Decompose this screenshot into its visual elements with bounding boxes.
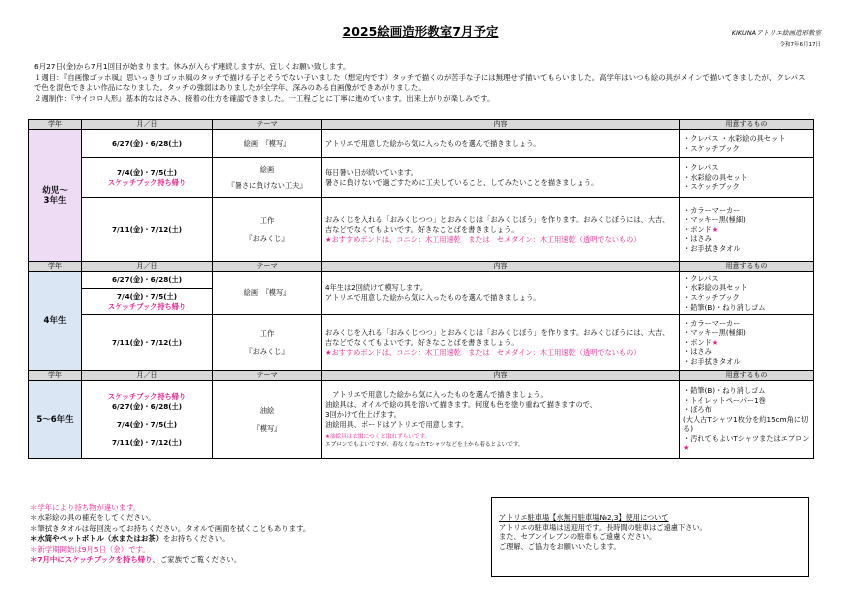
date-cell: 6/27(金)・6/28(土): [82, 130, 213, 158]
star-icon: ★: [711, 337, 719, 347]
star-icon: ★: [683, 443, 690, 453]
page-title: 2025絵画造形教室7月予定: [342, 24, 499, 39]
theme-cell: 絵画 『模写』: [213, 130, 322, 158]
header-content: 内容: [322, 120, 680, 130]
header-theme: テーマ: [213, 120, 322, 130]
intro-line: １週目：『自画像ゴッホ風』思いっきりゴッホ風のタッチで描ける子とそうでない子いました（想定内です）タッチで描くのが苦手な子には無理せず描いてもらいました。高学年はいつも絵の具がメインで描いてきましたが、クレパスで色を混色できよい作品になりました。タッチの強弱はありましたが全学年、深みのある自画像ができあがりました。: [34, 72, 806, 93]
date-cell: 7/4(金)・7/5(土) スケッチブック持ち帰り: [82, 158, 213, 198]
table-row: [29, 158, 814, 198]
table-header-row: 学年 月／日 テーマ 内容 用意するもの: [29, 262, 814, 272]
grade-cell: 4年生: [29, 272, 82, 371]
parking-notice: アトリエ駐車場【水無月駐車場№2,3】使用について アトリエの駐車場は送迎用です。長時間の駐車はご遠慮下さい。 また、セブンイレブンの駐車もご遠慮ください。 ご理解、ご協力をお願いいたします。: [491, 497, 809, 577]
items-cell: ・クレパス ・水彩絵の具セット ・スケッチブック: [680, 130, 814, 158]
date-cell: 7/11(金)・7/12(土): [82, 198, 213, 262]
table-header-row: 学年 月／日 テーマ 内容 用意するもの: [29, 371, 814, 381]
content-cell: おみくじを入れる「おみくじつつ」とおみくじは「おみくじぼう」を作ります。おみくじぼうには、大吉、吉などでなくてもよいです。好きなことばを書きましょう。 ★おすすめボンドは、コニシ：木工用速乾 または セメダイン：木工用速乾（透明でないもの）: [322, 315, 680, 371]
content-cell: 4年生は2回続けて模写します。 アトリエで用意した絵から気に入ったものを選んで描きましょう。: [322, 272, 680, 315]
schedule-table: [28, 119, 814, 459]
star-icon: ★: [711, 224, 719, 234]
theme-cell: 絵画 『模写』: [213, 272, 322, 315]
date-cell: 6/27(金)・6/28(土): [82, 272, 213, 289]
organization-name: KIKUNAアトリエ絵画造形教室: [731, 29, 821, 37]
content-cell: 毎日暑い日が続いています。 暑さに負けないで過ごすために工夫していること、してみたいことを描きましょう。: [322, 158, 680, 198]
bond-recommendation: ★おすすめボンドは、コニシ：木工用速乾 または セメダイン：木工用速乾（透明でないもの）: [325, 347, 641, 357]
table-header-row: [29, 120, 814, 130]
table-row: [29, 272, 814, 289]
grade-cell: 幼児～ 3年生: [29, 130, 82, 262]
oil-paint-caution: ★油絵具は衣服につくと取れずらいです。: [325, 434, 431, 440]
date-cell: 7/11(金)・7/12(土): [82, 315, 213, 371]
items-cell: ・鉛筆(B)・ねり消しゴム ・トイレットペーパー1巻 ・ぼろ布 (大人古Tシャツ1枚分を約15cm角に切る) ・汚れてもよいTシャツまたはエプロン★: [680, 381, 814, 459]
content-cell: おみくじを入れる「おみくじつつ」とおみくじは「おみくじぼう」を作ります。おみくじぼうには、大吉、吉などでなくてもよいです。好きなことばを書きましょう。 ★おすすめボンドは、コニシ：木工用速乾 または セメダイン：木工用速乾（透明でないもの）: [322, 198, 680, 262]
items-cell: ・クレパス ・水彩絵の具セット ・スケッチブック: [680, 158, 814, 198]
issue-date: 令和7年6月17日: [779, 42, 821, 48]
date-cell: スケッチブック持ち帰り 6/27(金)・6/28(土) 7/4(金)・7/5(土) 7/11(金)・7/12(土): [82, 381, 213, 459]
header-grade: 学年: [29, 120, 82, 130]
grade-cell: 5～6年生: [29, 381, 82, 459]
table-row: [29, 130, 814, 158]
table-row: [29, 381, 814, 459]
intro-text: [34, 62, 810, 104]
header-items: 用意するもの: [680, 120, 814, 130]
sketchbook-note: スケッチブック持ち帰り: [107, 301, 187, 311]
theme-cell: 工作 『おみくじ』: [213, 198, 322, 262]
content-cell: アトリエで用意した絵から気に入ったものを選んで描きましょう。: [322, 130, 680, 158]
intro-line: ２週制作：『サイコロ人形』基本的なはさみ、接着の仕方を確認できました。一工程ごとに丁寧に進めています。出来上がりが楽しみです。: [34, 93, 495, 103]
items-cell: ・クレパス ・水彩絵の具セット ・スケッチブック ・鉛筆(B)・ねり消しゴム: [680, 272, 814, 315]
table-row: [29, 198, 814, 262]
notes-section: ＊学年により持ち物が違います。 ＊水彩絵の具の補充をしてください。 ＊筆拭きタオルは毎回洗ってお持ちください。タオルで画面を拭くこともあります。 ＊水筒やペットボトル（水またはお茶）をお持ちください。 ＊新学期開始は9月5日（金）です。 ＊7月中にスケッチブックを持ち帰り、ご家族でご覧ください。: [30, 503, 311, 565]
content-cell: アトリエで用意した絵から気に入ったものを選んで描きましょう。 油絵具は、オイルで絵の具を溶いて描きます。何度も色を塗り重ねて描きますので、 3回かけて仕上げます。 油絵用具、ボードはアトリエで用意します。 ★油絵具は衣服につくと取れずらいです。 エプロンでもよいですが、着なくなったTシャツなどを上から着るとよいです。: [322, 381, 680, 459]
sketchbook-note: スケッチブック持ち帰り: [107, 177, 187, 187]
theme-cell: 絵画 『暑さに負けない工夫』: [213, 158, 322, 198]
items-cell: ・カラーマーカー ・マッキー黒(極細) ・ボンド★ ・はさみ ・お手拭きタオル: [680, 315, 814, 371]
sketchbook-note: スケッチブック持ち帰り: [107, 391, 187, 401]
date-cell: 7/4(金)・7/5(土) スケッチブック持ち帰り: [82, 289, 213, 315]
theme-cell: 工作 『おみくじ』: [213, 315, 322, 371]
items-cell: ・カラーマーカー ・マッキー黒(極細) ・ボンド★ ・はさみ ・お手拭きタオル: [680, 198, 814, 262]
table-row: [29, 315, 814, 371]
theme-cell: 油絵 『模写』: [213, 381, 322, 459]
bond-recommendation: ★おすすめボンドは、コニシ：木工用速乾 または セメダイン：木工用速乾（透明でないもの）: [325, 234, 641, 244]
intro-line: 6月27日(金)から7月1回目が始まります。休みが入らず連続しますが、宜しくお願い致します。: [34, 62, 351, 71]
header-date: 月／日: [82, 120, 213, 130]
